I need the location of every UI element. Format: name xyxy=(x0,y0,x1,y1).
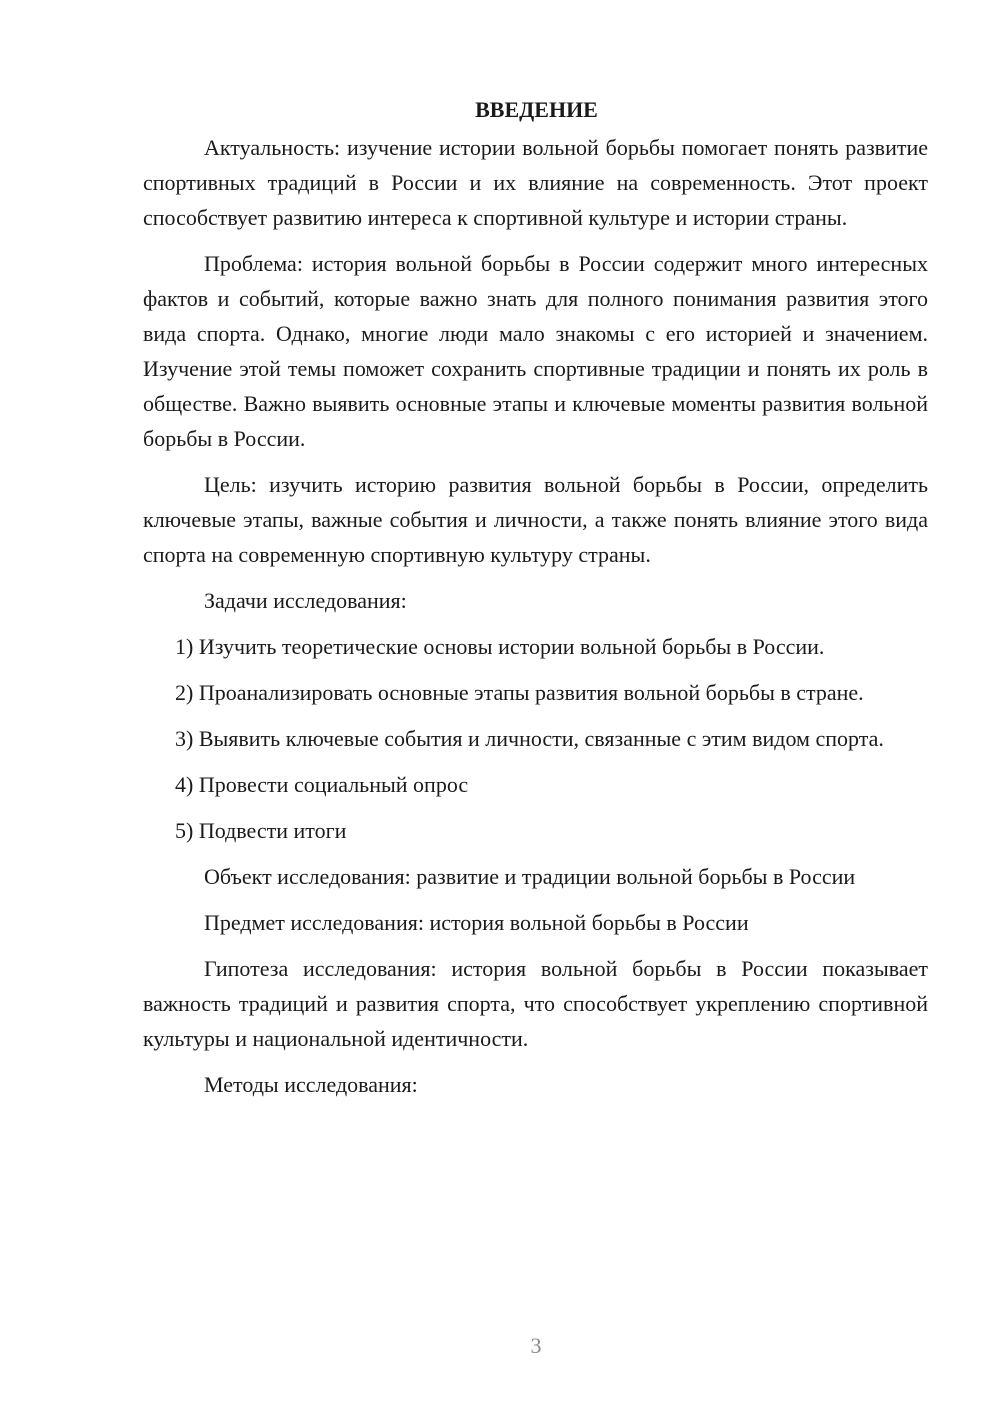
task-item-5: 5) Подвести итоги xyxy=(175,818,347,843)
task-item-2: 2) Проанализировать основные этапы развития вольной борьбы в стране. xyxy=(175,680,864,705)
paragraph-hypothesis: Гипотеза исследования: история вольной борьбы в России показывает важность традиций и развития спорта, что способствует укреплению спортивной культуры и национальной идентичности. xyxy=(143,956,928,1051)
paragraph-relevance: Актуальность: изучение истории вольной борьбы помогает понять развитие спортивных традиций в России и их влияние на современность. Этот проект способствует развитию интереса к спортивной культуре и истории страны. xyxy=(143,135,928,230)
paragraph-object: Объект исследования: развитие и традиции вольной борьбы в России xyxy=(204,864,856,889)
paragraph-problem: Проблема: история вольной борьбы в России содержит много интересных фактов и событий, которые важно знать для полного понимания развития этого вида спорта. Однако, многие люди мало знакомы с его историей и значением. Изучение этой темы поможет сохранить спортивные традиции и понять их роль в обществе. Важно выявить основные этапы и ключевые моменты развития вольной борьбы в России. xyxy=(143,251,928,451)
paragraph-tasks-heading: Задачи исследования: xyxy=(204,588,407,613)
paragraph-methods: Методы исследования: xyxy=(204,1072,418,1097)
task-item-4: 4) Провести социальный опрос xyxy=(175,772,469,797)
section-title: ВВЕДЕНИЕ xyxy=(475,97,598,122)
page-number: 3 xyxy=(530,1333,542,1358)
task-item-3: 3) Выявить ключевые события и личности, связанные с этим видом спорта. xyxy=(175,726,884,751)
paragraph-subject: Предмет исследования: история вольной борьбы в России xyxy=(204,910,749,935)
task-item-1: 1) Изучить теоретические основы истории вольной борьбы в России. xyxy=(175,634,825,659)
page-body xyxy=(143,92,928,1113)
paragraph-goal: Цель: изучить историю развития вольной борьбы в России, определить ключевые этапы, важные события и личности, а также понять влияние этого вида спорта на современную спортивную культуру страны. xyxy=(143,472,928,567)
